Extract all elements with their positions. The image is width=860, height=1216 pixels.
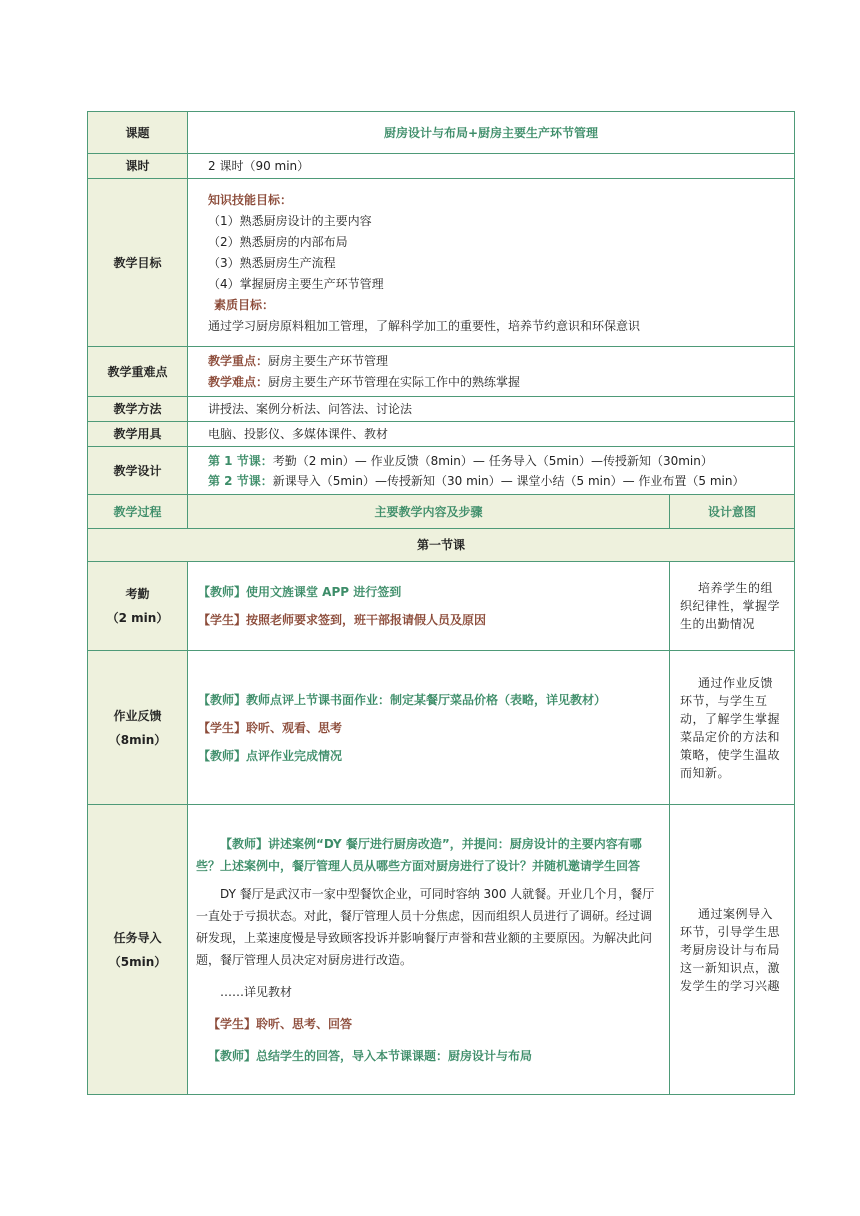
- methods-label: 教学方法: [88, 397, 188, 422]
- step-time: （8min）: [108, 732, 167, 747]
- teacher-note: 【教师】教师点评上节课书面作业：制定某餐厅菜品价格（表略，详见教材）: [198, 692, 607, 707]
- tools-value: 电脑、投影仪、多媒体课件、教材: [188, 422, 795, 447]
- teacher-note: 【教师】总结学生的回答，导入本节课课题：厨房设计与布局: [208, 1048, 533, 1063]
- quality-heading: 素质目标：: [214, 297, 275, 312]
- homework-content: [188, 651, 670, 805]
- objectives-content: [188, 179, 795, 347]
- section-title: 第一节课: [88, 529, 795, 562]
- teacher-note: 【教师】点评作业完成情况: [198, 748, 343, 763]
- attendance-step: [88, 562, 188, 651]
- step-name: 作业反馈: [113, 708, 162, 723]
- attendance-content: [188, 562, 670, 651]
- student-note: 【学生】聆听、思考、回答: [208, 1016, 353, 1031]
- student-note: 【学生】按照老师要求签到，班干部报请假人员及原因: [198, 613, 487, 627]
- design-label: 教学设计: [88, 447, 188, 495]
- attendance-intent: 培养学生的组织纪律性，掌握学生的出勤情况: [670, 562, 795, 651]
- process-col-header: 教学过程: [88, 495, 188, 529]
- knowledge-item: （3）熟悉厨房生产流程: [208, 255, 336, 270]
- hours-label: 课时: [88, 154, 188, 179]
- hours-value: 2 课时（90 min）: [188, 154, 795, 179]
- teacher-note: 【教师】使用文旌课堂 APP 进行签到: [198, 585, 402, 599]
- quality-text: 通过学习厨房原料粗加工管理，了解科学加工的重要性，培养节约意识和环保意识: [208, 318, 641, 333]
- task-step: [88, 805, 188, 1095]
- intent-col-header: 设计意图: [670, 495, 795, 529]
- knowledge-heading: 知识技能目标：: [208, 192, 293, 207]
- teacher-note: 【教师】讲述案例“DY 餐厅进行厨房改造”，并提问：厨房设计的主要内容有哪些？上述案例中，餐厅管理人员从哪些方面对厨房进行了设计？并随机邀请学生回答: [196, 836, 642, 873]
- step-name: 考勤: [125, 587, 150, 601]
- content-col-header: 主要教学内容及步骤: [188, 495, 670, 529]
- task-intent: 通过案例导入环节，引导学生思考厨房设计与布局这一新知识点，激发学生的学习兴趣: [670, 805, 795, 1095]
- case-text: DY 餐厅是武汉市一家中型餐饮企业，可同时容纳 300 人就餐。开业几个月，餐厅一直处于亏损状态。对此，餐厅管理人员十分焦虑，因而组织人员进行了调研。经过调研发现，上菜速度慢是导致顾客投诉并影响餐厅声誉和营业额的主要原因。为解决此问题，餐厅管理人员决定对厨房进行改造。: [196, 886, 655, 967]
- difficulty-label: 教学难点：: [208, 375, 269, 389]
- session1-text: 考勤（2 min）— 作业反馈（8min）— 任务导入（5min）—传授新知（30min）: [272, 453, 713, 468]
- focus-text: 厨房主要生产环节管理: [268, 354, 389, 368]
- homework-step: [88, 651, 188, 805]
- objectives-label: 教学目标: [88, 179, 188, 347]
- knowledge-item: （1）熟悉厨房设计的主要内容: [208, 213, 372, 228]
- focus-label: 教学重点：: [208, 354, 269, 368]
- key-points-label: 教学重难点: [88, 347, 188, 397]
- homework-intent: 通过作业反馈环节，与学生互动，了解学生掌握菜品定价的方法和策略，使学生温故而知新。: [670, 651, 795, 805]
- more-text: ……详见教材: [220, 984, 293, 999]
- knowledge-item: （4）掌握厨房主要生产环节管理: [208, 276, 384, 291]
- page-title: 厨房设计与布局+厨房主要生产环节管理: [188, 112, 795, 154]
- task-content: [188, 805, 670, 1095]
- tools-label: 教学用具: [88, 422, 188, 447]
- step-time: （2 min）: [106, 611, 169, 625]
- topic-label: 课题: [88, 112, 188, 154]
- student-note: 【学生】聆听、观看、思考: [198, 720, 343, 735]
- lesson-plan-table: [87, 111, 795, 1095]
- session2-text: 新课导入（5min）—传授新知（30 min）— 课堂小结（5 min）— 作业布置（5 min）: [272, 473, 745, 488]
- design-content: [188, 447, 795, 495]
- session2-label: 第 2 节课：: [208, 473, 273, 488]
- key-points-content: [188, 347, 795, 397]
- session1-label: 第 1 节课：: [208, 453, 273, 468]
- difficulty-text: 厨房主要生产环节管理在实际工作中的熟练掌握: [268, 375, 521, 389]
- step-time: （5min）: [108, 954, 167, 969]
- step-name: 任务导入: [113, 930, 162, 945]
- methods-value: 讲授法、案例分析法、问答法、讨论法: [188, 397, 795, 422]
- knowledge-item: （2）熟悉厨房的内部布局: [208, 234, 348, 249]
